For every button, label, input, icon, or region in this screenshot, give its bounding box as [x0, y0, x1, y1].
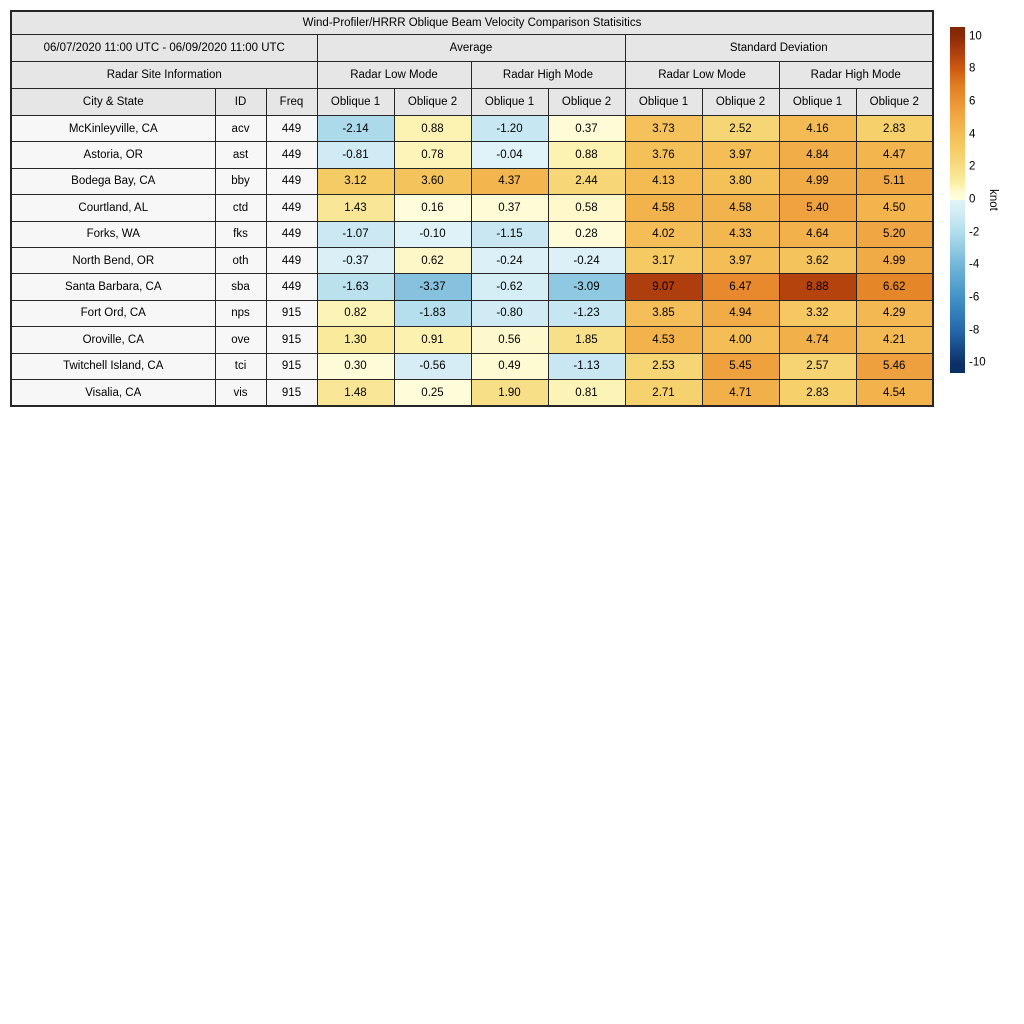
- site-id-cell: ctd: [215, 195, 266, 221]
- value-cell: 4.53: [625, 327, 702, 353]
- value-cell: -3.09: [548, 274, 625, 300]
- value-cell: 3.17: [625, 247, 702, 273]
- value-cell: 3.85: [625, 300, 702, 326]
- value-cell: 4.58: [702, 195, 779, 221]
- value-cell: -0.24: [471, 247, 548, 273]
- value-cell: 0.28: [548, 221, 625, 247]
- site-id-cell: fks: [215, 221, 266, 247]
- mode-header-row: [11, 62, 933, 89]
- value-cell: 5.20: [856, 221, 933, 247]
- value-cell: 0.16: [394, 195, 471, 221]
- col-header-oblique: Oblique 2: [548, 89, 625, 116]
- table-row: [11, 300, 933, 326]
- group-header-row: [11, 35, 933, 62]
- colorbar-tick-label: 2: [969, 160, 976, 173]
- freq-cell: 449: [266, 116, 317, 142]
- mode-header-std-low: Radar Low Mode: [625, 62, 779, 89]
- value-cell: 4.13: [625, 168, 702, 194]
- freq-cell: 449: [266, 195, 317, 221]
- col-header-oblique: Oblique 1: [779, 89, 856, 116]
- table-row: [11, 353, 933, 379]
- value-cell: 4.71: [702, 379, 779, 406]
- colorbar-tick-label: -2: [969, 225, 980, 238]
- col-header-oblique: Oblique 1: [317, 89, 394, 116]
- site-id-cell: nps: [215, 300, 266, 326]
- value-cell: 4.47: [856, 142, 933, 168]
- colorbar-tick-label: -10: [969, 356, 986, 369]
- date-range: 06/07/2020 11:00 UTC - 06/09/2020 11:00 UTC: [11, 35, 317, 62]
- value-cell: 3.12: [317, 168, 394, 194]
- value-cell: -1.13: [548, 353, 625, 379]
- value-cell: 0.88: [548, 142, 625, 168]
- value-cell: -0.56: [394, 353, 471, 379]
- value-cell: 0.58: [548, 195, 625, 221]
- value-cell: 2.57: [779, 353, 856, 379]
- site-id-cell: ove: [215, 327, 266, 353]
- value-cell: 6.62: [856, 274, 933, 300]
- value-cell: 1.90: [471, 379, 548, 406]
- value-cell: 3.62: [779, 247, 856, 273]
- value-cell: 0.82: [317, 300, 394, 326]
- value-cell: 4.54: [856, 379, 933, 406]
- colorbar-tick-label: -6: [969, 291, 980, 304]
- site-id-cell: ast: [215, 142, 266, 168]
- table-row: [11, 221, 933, 247]
- table-row: [11, 142, 933, 168]
- city-cell: Courtland, AL: [11, 195, 215, 221]
- site-info-header: Radar Site Information: [11, 62, 317, 89]
- value-cell: 4.21: [856, 327, 933, 353]
- site-id-cell: vis: [215, 379, 266, 406]
- value-cell: 3.73: [625, 116, 702, 142]
- column-header-row: [11, 89, 933, 116]
- value-cell: -0.81: [317, 142, 394, 168]
- city-cell: North Bend, OR: [11, 247, 215, 273]
- value-cell: 4.99: [779, 168, 856, 194]
- value-cell: -1.23: [548, 300, 625, 326]
- value-cell: 5.46: [856, 353, 933, 379]
- site-id-cell: oth: [215, 247, 266, 273]
- value-cell: 9.07: [625, 274, 702, 300]
- value-cell: 0.62: [394, 247, 471, 273]
- chart-title: Wind-Profiler/HRRR Oblique Beam Velocity Comparison Statisitics: [11, 11, 933, 35]
- value-cell: 1.85: [548, 327, 625, 353]
- value-cell: 0.30: [317, 353, 394, 379]
- mode-header-avg-low: Radar Low Mode: [317, 62, 471, 89]
- colorbar-tick-label: 8: [969, 62, 976, 75]
- city-cell: Forks, WA: [11, 221, 215, 247]
- value-cell: -1.20: [471, 116, 548, 142]
- value-cell: 2.44: [548, 168, 625, 194]
- value-cell: 0.91: [394, 327, 471, 353]
- mode-header-avg-high: Radar High Mode: [471, 62, 625, 89]
- value-cell: 3.97: [702, 247, 779, 273]
- title-row: [11, 11, 933, 35]
- value-cell: 0.88: [394, 116, 471, 142]
- col-header-freq: Freq: [266, 89, 317, 116]
- city-cell: Oroville, CA: [11, 327, 215, 353]
- value-cell: 4.74: [779, 327, 856, 353]
- colorbar-tick-label: -8: [969, 323, 980, 336]
- site-id-cell: tci: [215, 353, 266, 379]
- value-cell: 5.45: [702, 353, 779, 379]
- value-cell: -0.10: [394, 221, 471, 247]
- value-cell: 3.76: [625, 142, 702, 168]
- value-cell: -1.63: [317, 274, 394, 300]
- value-cell: 4.37: [471, 168, 548, 194]
- freq-cell: 449: [266, 274, 317, 300]
- colorbar-tick-label: 10: [969, 30, 982, 43]
- value-cell: 4.02: [625, 221, 702, 247]
- value-cell: 2.52: [702, 116, 779, 142]
- value-cell: 4.64: [779, 221, 856, 247]
- table-row: [11, 168, 933, 194]
- value-cell: 0.56: [471, 327, 548, 353]
- value-cell: 4.94: [702, 300, 779, 326]
- stats-table: [10, 10, 934, 407]
- col-header-id: ID: [215, 89, 266, 116]
- value-cell: -0.80: [471, 300, 548, 326]
- value-cell: 3.97: [702, 142, 779, 168]
- col-header-oblique: Oblique 2: [394, 89, 471, 116]
- freq-cell: 915: [266, 379, 317, 406]
- city-cell: Bodega Bay, CA: [11, 168, 215, 194]
- site-id-cell: bby: [215, 168, 266, 194]
- freq-cell: 449: [266, 142, 317, 168]
- value-cell: 3.60: [394, 168, 471, 194]
- value-cell: 0.81: [548, 379, 625, 406]
- value-cell: 0.49: [471, 353, 548, 379]
- value-cell: 0.37: [548, 116, 625, 142]
- freq-cell: 915: [266, 327, 317, 353]
- site-id-cell: sba: [215, 274, 266, 300]
- col-header-oblique: Oblique 1: [471, 89, 548, 116]
- city-cell: Twitchell Island, CA: [11, 353, 215, 379]
- value-cell: 4.84: [779, 142, 856, 168]
- colorbar-tick-label: -4: [969, 258, 980, 271]
- group-header-average: Average: [317, 35, 625, 62]
- value-cell: 1.43: [317, 195, 394, 221]
- city-cell: Santa Barbara, CA: [11, 274, 215, 300]
- value-cell: 4.16: [779, 116, 856, 142]
- site-id-cell: acv: [215, 116, 266, 142]
- value-cell: -0.62: [471, 274, 548, 300]
- freq-cell: 449: [266, 247, 317, 273]
- col-header-oblique: Oblique 1: [625, 89, 702, 116]
- mode-header-std-high: Radar High Mode: [779, 62, 933, 89]
- value-cell: 4.50: [856, 195, 933, 221]
- value-cell: 5.11: [856, 168, 933, 194]
- value-cell: 2.71: [625, 379, 702, 406]
- value-cell: 4.58: [625, 195, 702, 221]
- value-cell: 0.37: [471, 195, 548, 221]
- data-rows: [11, 116, 933, 407]
- value-cell: -2.14: [317, 116, 394, 142]
- colorbar: [950, 27, 965, 373]
- group-header-standard-deviation: Standard Deviation: [625, 35, 933, 62]
- col-header-city: City & State: [11, 89, 215, 116]
- value-cell: 3.32: [779, 300, 856, 326]
- value-cell: 2.53: [625, 353, 702, 379]
- value-cell: 5.40: [779, 195, 856, 221]
- freq-cell: 449: [266, 221, 317, 247]
- colorbar-tick-label: 6: [969, 95, 976, 108]
- value-cell: -0.37: [317, 247, 394, 273]
- colorbar-tick-label: 4: [969, 127, 976, 140]
- col-header-oblique: Oblique 2: [856, 89, 933, 116]
- value-cell: 1.48: [317, 379, 394, 406]
- table-row: [11, 195, 933, 221]
- value-cell: -1.07: [317, 221, 394, 247]
- value-cell: -3.37: [394, 274, 471, 300]
- table-row: [11, 274, 933, 300]
- city-cell: Visalia, CA: [11, 379, 215, 406]
- value-cell: -0.24: [548, 247, 625, 273]
- value-cell: 3.80: [702, 168, 779, 194]
- value-cell: 0.25: [394, 379, 471, 406]
- value-cell: 2.83: [856, 116, 933, 142]
- value-cell: 6.47: [702, 274, 779, 300]
- city-cell: Astoria, OR: [11, 142, 215, 168]
- value-cell: 2.83: [779, 379, 856, 406]
- table-row: [11, 116, 933, 142]
- colorbar-unit-label: knot: [987, 189, 999, 211]
- value-cell: -0.04: [471, 142, 548, 168]
- freq-cell: 915: [266, 353, 317, 379]
- value-cell: 4.29: [856, 300, 933, 326]
- colorbar-tick-label: 0: [969, 193, 976, 206]
- value-cell: -1.15: [471, 221, 548, 247]
- value-cell: 0.78: [394, 142, 471, 168]
- value-cell: 4.00: [702, 327, 779, 353]
- value-cell: 1.30: [317, 327, 394, 353]
- city-cell: McKinleyville, CA: [11, 116, 215, 142]
- value-cell: -1.83: [394, 300, 471, 326]
- table-row: [11, 247, 933, 273]
- city-cell: Fort Ord, CA: [11, 300, 215, 326]
- value-cell: 4.99: [856, 247, 933, 273]
- table-row: [11, 379, 933, 406]
- freq-cell: 915: [266, 300, 317, 326]
- freq-cell: 449: [266, 168, 317, 194]
- table-row: [11, 327, 933, 353]
- value-cell: 4.33: [702, 221, 779, 247]
- col-header-oblique: Oblique 2: [702, 89, 779, 116]
- value-cell: 8.88: [779, 274, 856, 300]
